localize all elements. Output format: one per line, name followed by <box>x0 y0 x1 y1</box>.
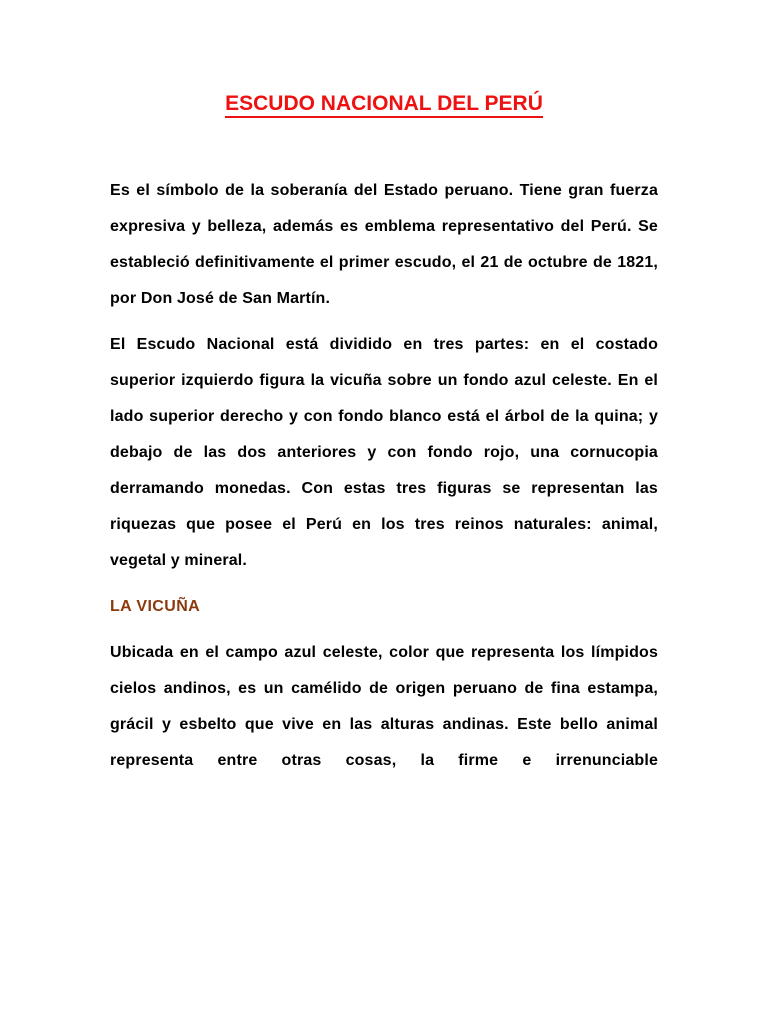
page-title <box>0 89 768 119</box>
paragraph-intro: Es el símbolo de la soberanía del Estado peruano. Tiene gran fuerza expresiva y belleza, además es emblema representativo del Perú. Se estableció definitivamente el primer escudo, el 21 de octubre de 1821, por Don José de San Martín. <box>110 182 658 307</box>
paragraph-shield-parts: El Escudo Nacional está dividido en tres partes: en el costado superior izquierdo figura la vicuña sobre un fondo azul celeste. En el lado superior derecho y con fondo blanco está el árbol de la quina; y debajo de las dos anteriores y con fondo rojo, una cornucopia derramando monedas. Con estas tres figuras se representan las riquezas que posee el Perú en los tres reinos naturales: animal, vegetal y mineral. <box>110 336 658 569</box>
section-heading-vicuna: LA VICUÑA <box>110 598 201 615</box>
page-title-text: ESCUDO NACIONAL DEL PERÚ <box>225 92 543 118</box>
paragraph-vicuna: Ubicada en el campo azul celeste, color que representa los límpidos cielos andinos, es un camélido de origen peruano de fina estampa, grácil y esbelto que vive en las alturas andinas. Este bello animal representa entre otras cosas, la firme e irrenunciable <box>110 644 658 769</box>
document-body <box>110 173 658 789</box>
